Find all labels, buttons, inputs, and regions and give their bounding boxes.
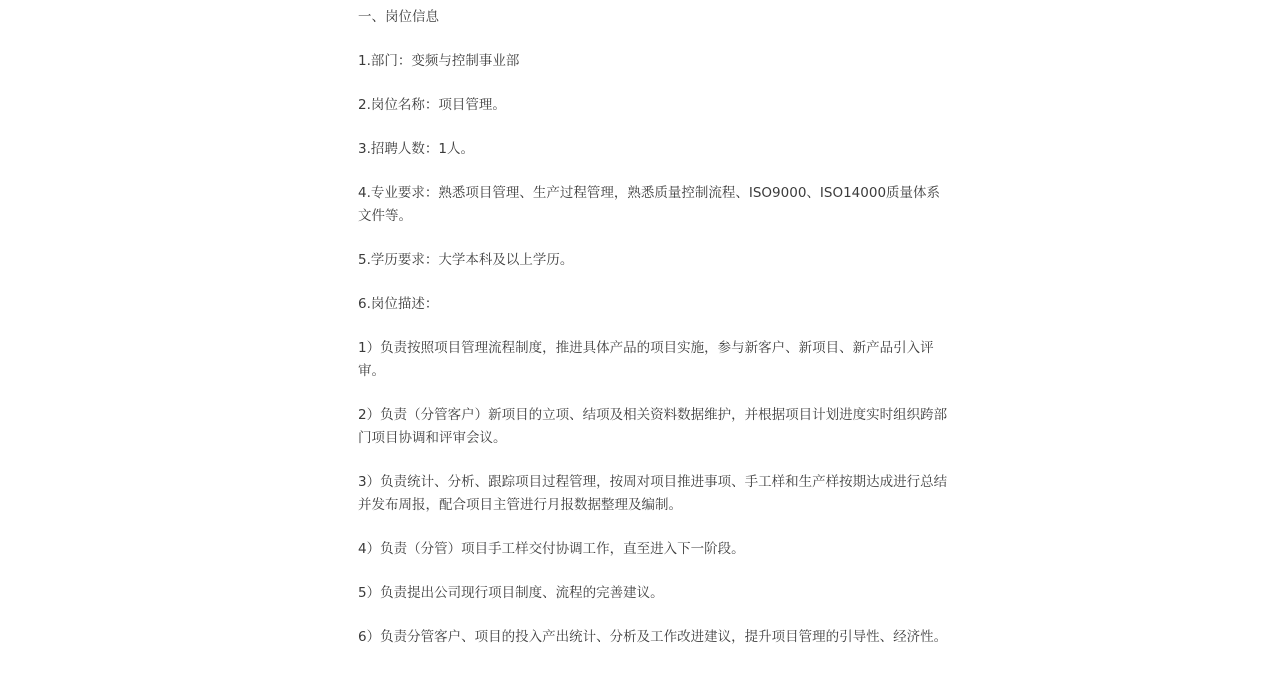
section-title: 一、岗位信息 [358,9,439,25]
paragraph-position-name: 2.岗位名称：项目管理。 [358,97,506,113]
paragraph-duty-5: 5）负责提出公司现行项目制度、流程的完善建议。 [358,585,664,601]
paragraph-duty-2: 2）负责（分管客户）新项目的立项、结项及相关资料数据维护，并根据项目计划进度实时组织跨部门项目协调和评审会议。 [358,407,948,446]
paragraph-duty-4: 4）负责（分管）项目手工样交付协调工作，直至进入下一阶段。 [358,541,745,557]
paragraph-position-description: 6.岗位描述： [358,296,439,312]
paragraph-education-requirements: 5.学历要求：大学本科及以上学历。 [358,252,574,268]
job-posting-article [358,6,952,670]
paragraph-duty-1: 1）负责按照项目管理流程制度，推进具体产品的项目实施，参与新客户、新项目、新产品引入评审。 [358,340,934,379]
paragraph-professional-requirements: 4.专业要求：熟悉项目管理、生产过程管理，熟悉质量控制流程、ISO9000、ISO14000质量体系文件等。 [358,185,941,224]
paragraph-duty-3: 3）负责统计、分析、跟踪项目过程管理，按周对项目推进事项、手工样和生产样按期达成进行总结并发布周报，配合项目主管进行月报数据整理及编制。 [358,474,948,513]
paragraph-department: 1.部门：变频与控制事业部 [358,53,520,69]
paragraph-headcount: 3.招聘人数：1人。 [358,141,474,157]
paragraph-duty-6: 6）负责分管客户、项目的投入产出统计、分析及工作改进建议，提升项目管理的引导性、经济性。 [358,629,948,645]
